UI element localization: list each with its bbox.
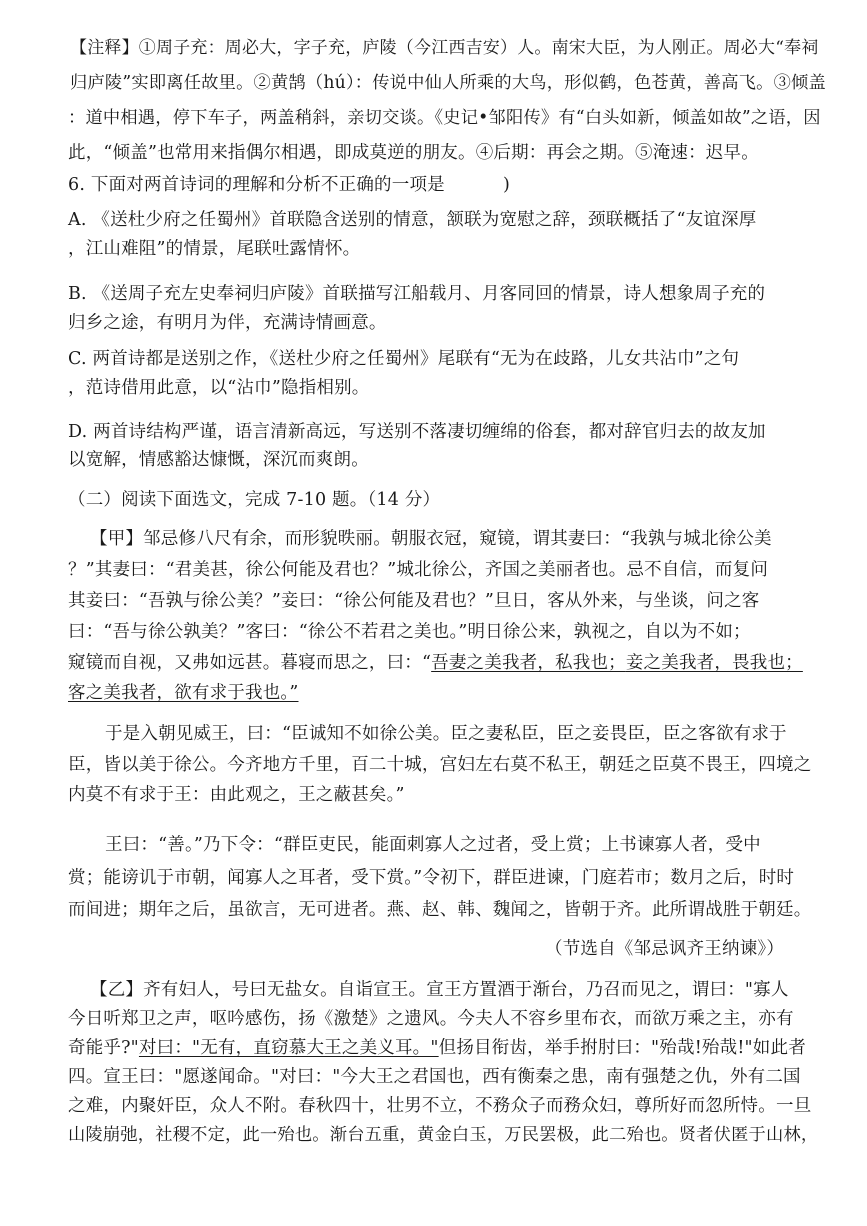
yi-line-2: 今日听郑卫之声，呕吟感伤，扬《激楚》之遗风。今夫人不容乡里布衣，而欲万乘之主，亦有 xyxy=(68,1009,794,1029)
jia-line-6: 客之美我者，欲有求于我也。” xyxy=(68,683,299,703)
jia-line-3: 其妾曰：“吾孰与徐公美？”妾曰：“徐公何能及君也？”旦日，客从外来，与坐谈，问之客 xyxy=(68,591,760,611)
jia-line-5-lead: 窥镜而自视，又弗如远甚。暮寝而思之，曰：“ xyxy=(68,653,432,673)
note-line-2: 归庐陵”实即离任故里。②黄鹄（hú）：传说中仙人所乘的大鸟，形似鹤，色苍黄，善高飞。③倾盖 xyxy=(70,73,826,93)
note-line-3: ：道中相遇，停下车子，两盖稍斜，亲切交谈。《史记•邹阳传》有“白头如新，倾盖如故”之语，因 xyxy=(68,108,821,128)
jia-line-4: 曰：“吾与徐公孰美？”客曰：“徐公不若君之美也。”明日徐公来，孰视之，自以为不如； xyxy=(68,622,751,642)
yi-line-6: 山陵崩弛，社稷不定，此一殆也。渐台五重，黄金白玉，万民罢极，此二殆也。贤者伏匿于山林， xyxy=(68,1125,819,1145)
yi-line-3-tail: 但扬目衔齿，举手拊肘曰："殆哉!殆哉!"如此者 xyxy=(438,1038,806,1058)
yi-line-1: 【乙】齐有妇人，号曰无盐女。自诣宣王。宣王方置酒于渐台，乃召而见之，谓曰："寡人 xyxy=(90,980,789,1000)
question-6-stem: 6. 下面对两首诗词的理解和分析不正确的一项是 xyxy=(68,175,445,195)
jia-line-1: 【甲】邹忌修八尺有余，而形貌昳丽。朝服衣冠，窥镜，谓其妻曰：“我孰与城北徐公美 xyxy=(90,529,772,549)
option-a-line-1: A. 《送杜少府之任蜀州》首联隐含送别的情意，颔联为宽慰之辞，颈联概括了“友谊深厚 xyxy=(68,210,757,230)
option-c-line-1: C. 两首诗都是送别之作，《送杜少府之任蜀州》尾联有“无为在歧路，儿女共沾巾”之句 xyxy=(68,349,740,369)
jia-p3-line-3: 而间进；期年之后，虽欲言，无可进者。燕、赵、韩、魏闻之，皆朝于齐。此所谓战胜于朝廷。 xyxy=(68,900,812,920)
option-d-line-1: D. 两首诗结构严谨，语言清新高远，写送别不落凄切缠绵的俗套，都对辞官归去的故友加 xyxy=(68,422,766,442)
underlined-sentence-3: 对曰："无有，直窃慕大王之美义耳。" xyxy=(138,1038,439,1058)
option-b-line-1: B. 《送周子充左史奉祠归庐陵》首联描写江船载月、月客同回的情景，诗人想象周子充的 xyxy=(68,284,766,304)
underlined-sentence-1: 吾妻之美我者，私我也； xyxy=(431,653,626,673)
jia-p3-line-2: 赏；能谤讥于市朝，闻寡人之耳者，受下赏。”令初下，群臣进谏，门庭若市；数月之后，时时 xyxy=(68,868,795,888)
jia-p2-line-1: 于是入朝见威王，曰：“臣诚知不如徐公美。臣之妻私臣，臣之妾畏臣，臣之客欲有求于 xyxy=(105,724,787,744)
yi-line-3-lead: 奇能乎?" xyxy=(68,1038,139,1058)
note-line-4: 此，“倾盖”也常用来指偶尔相遇，即成莫逆的朋友。④后期：再会之期。⑤淹速：迟早。 xyxy=(68,143,759,163)
note-line-1: 【注释】①周子充：周必大，字子充，庐陵（今江西吉安）人。南宋大臣，为人刚正。周必大“奉祠 xyxy=(70,38,819,58)
yi-line-5: 之难，内聚奸臣，众人不附。春秋四十，壮男不立，不務众子而務众妇，尊所好而忽所恃。一旦 xyxy=(68,1096,812,1116)
jia-line-5 xyxy=(68,651,803,675)
jia-p3-line-1: 王曰：“善。”乃下令：“群臣吏民，能面刺寡人之过者，受上赏；上书谏寡人者，受中 xyxy=(105,835,761,855)
yi-line-4: 四。宣王曰："愿遂闻命。"对曰："今大王之君国也，西有衡秦之患，南有强楚之仇，外有二国 xyxy=(68,1067,801,1087)
underlined-sentence-2: 妾之美我者，畏我也； xyxy=(625,653,803,673)
section-heading: （二）阅读下面选文，完成 7-10 题。（14 分） xyxy=(68,490,441,510)
yi-line-3 xyxy=(68,1036,806,1060)
jia-p2-line-2: 臣，皆以美于徐公。今齐地方千里，百二十城，宫妇左右莫不私王，朝廷之臣莫不畏王，四境之 xyxy=(68,755,812,775)
answer-paren: ) xyxy=(503,175,511,195)
source-attribution: （节选自《邹忌讽齐王纳谏》） xyxy=(545,939,785,959)
jia-p2-line-3: 内莫不有求于王：由此观之，王之蔽甚矣。” xyxy=(68,785,405,805)
option-d-line-2: 以宽解，情感豁达慷慨，深沉而爽朗。 xyxy=(68,450,369,470)
jia-line-2: ？”其妻曰：“君美甚，徐公何能及君也？”城北徐公，齐国之美丽者也。忌不自信，而复问 xyxy=(68,560,769,580)
option-a-line-2: ，江山难阻”的情景，尾联吐露情怀。 xyxy=(68,239,361,259)
option-c-line-2: ，范诗借用此意，以“沾巾”隐指相别。 xyxy=(68,378,370,398)
option-b-line-2: 归乡之途，有明月为伴，充满诗情画意。 xyxy=(68,313,387,333)
